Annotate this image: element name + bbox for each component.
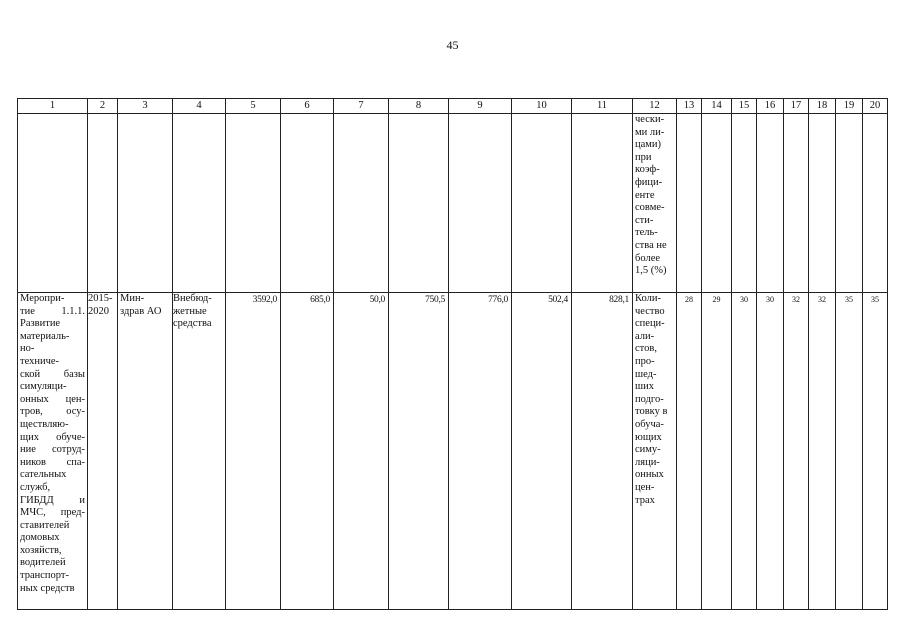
header-cell: 8 <box>389 99 449 114</box>
text-line: ства не <box>635 239 667 251</box>
text-line: сти- <box>635 214 654 226</box>
header-row <box>18 99 888 114</box>
header-cell: 11 <box>572 99 633 114</box>
text-fragment: 1.1.1. <box>61 305 85 317</box>
text-line: ми ли- <box>635 126 665 138</box>
text-line: ших <box>635 381 654 393</box>
target-cell <box>836 293 863 610</box>
text-line <box>20 306 85 319</box>
header-cell: 5 <box>226 99 281 114</box>
text-fragment: сотруд- <box>51 444 85 456</box>
target-value: 32 <box>818 295 826 304</box>
measure-name-cell <box>18 293 88 610</box>
value-cell <box>281 293 334 610</box>
text-fragment: пред- <box>60 507 85 519</box>
table-row <box>18 293 888 610</box>
text-line: 2020 <box>88 305 109 317</box>
target-cell <box>732 293 757 610</box>
text-line: техниче- <box>20 355 60 367</box>
header-cell: 9 <box>449 99 512 114</box>
text-line: 1,5 (%) <box>635 265 667 277</box>
text-fragment: ской <box>20 368 41 380</box>
header-cell: 16 <box>757 99 784 114</box>
target-cell <box>677 293 702 610</box>
header-cell: 2 <box>88 99 118 114</box>
header-cell: 3 <box>118 99 173 114</box>
target-value: 35 <box>871 295 879 304</box>
text-line: специ- <box>635 318 665 330</box>
header-cell: 6 <box>281 99 334 114</box>
text-line: ющих <box>635 431 662 443</box>
text-fragment: ников <box>20 456 47 468</box>
target-value: 32 <box>792 295 800 304</box>
target-cell <box>757 293 784 610</box>
target-cell <box>809 293 836 610</box>
value-year: 685,0 <box>310 295 330 305</box>
header-cell: 19 <box>836 99 863 114</box>
text-line: здрав АО <box>120 305 162 317</box>
value-cell <box>226 293 281 610</box>
text-line: ных средств <box>20 582 75 594</box>
text-line: транспорт- <box>20 570 69 582</box>
text-line: тель- <box>635 227 658 239</box>
target-value: 30 <box>766 295 774 304</box>
text-line: 2015- <box>88 293 113 304</box>
target-value: 30 <box>740 295 748 304</box>
text-line <box>20 394 85 407</box>
text-line: фици- <box>635 176 663 188</box>
header-cell: 20 <box>863 99 888 114</box>
header-cell: 7 <box>334 99 389 114</box>
text-line <box>20 444 85 457</box>
period <box>88 293 117 318</box>
text-line: Развитие <box>20 318 61 330</box>
text-line: жетные <box>173 305 207 317</box>
text-line: коэф- <box>635 164 660 176</box>
text-line <box>20 507 85 520</box>
text-line: Внебюд- <box>173 293 212 304</box>
text-line: цен- <box>635 481 655 493</box>
text-fragment: обуче- <box>56 431 85 443</box>
target-value: 28 <box>685 295 693 304</box>
text-line: ставителей <box>20 519 70 531</box>
value-cell <box>512 293 572 610</box>
text-line: симуляци- <box>20 381 67 393</box>
text-fragment: МЧС, <box>20 507 46 519</box>
text-line: симу- <box>635 444 661 456</box>
text-fragment: и <box>79 494 85 506</box>
text-line: материаль- <box>20 330 70 342</box>
text-line: совме- <box>635 202 665 214</box>
text-line: обуча- <box>635 418 664 430</box>
text-fragment: тров, <box>20 406 43 418</box>
target-value: 35 <box>845 295 853 304</box>
indicator-continuation-cell <box>633 114 677 293</box>
header-cell: 18 <box>809 99 836 114</box>
text-line: более <box>635 252 661 264</box>
text-line: онных <box>635 469 664 481</box>
value-year: 776,0 <box>488 295 508 305</box>
text-line <box>20 432 85 445</box>
text-line <box>20 369 85 382</box>
text-fragment: ние <box>20 444 36 456</box>
text-line: цами) <box>635 139 662 151</box>
value-cell <box>449 293 512 610</box>
header-cell: 15 <box>732 99 757 114</box>
text-line: шед- <box>635 368 657 380</box>
text-fragment: осу- <box>66 406 85 418</box>
text-line: служб, <box>20 481 51 493</box>
header-cell: 17 <box>784 99 809 114</box>
table-row <box>18 114 888 293</box>
text-line: чески- <box>635 114 665 125</box>
text-line <box>20 495 85 508</box>
text-line <box>20 406 85 419</box>
text-fragment: базы <box>63 368 85 380</box>
text-fragment: онных <box>20 393 49 405</box>
indicator-cell <box>633 293 677 610</box>
value-cell <box>389 293 449 610</box>
text-line: енте <box>635 189 655 201</box>
text-line: при <box>635 151 652 163</box>
value-year: 828,1 <box>609 295 629 305</box>
header-cell: 13 <box>677 99 702 114</box>
value-cell <box>334 293 389 610</box>
value-year: 50,0 <box>369 295 385 305</box>
text-line: ществляю- <box>20 418 69 430</box>
text-line: товку в <box>635 406 668 418</box>
text-line: Меропри- <box>20 293 65 304</box>
executor-cell <box>118 293 173 610</box>
funding-source <box>173 293 225 331</box>
text-line: домовых <box>20 532 60 544</box>
target-value: 29 <box>712 295 721 304</box>
value-year: 502,4 <box>548 295 568 305</box>
header-cell: 10 <box>512 99 572 114</box>
text-line: чество <box>635 305 665 317</box>
page-number: 45 <box>446 38 459 52</box>
text-line: сательных <box>20 469 67 481</box>
value-year: 750,5 <box>425 295 445 305</box>
text-line: хозяйств, <box>20 544 62 556</box>
value-total: 3592,0 <box>252 295 277 305</box>
text-fragment: спа- <box>66 456 85 468</box>
target-cell <box>863 293 888 610</box>
target-cell <box>784 293 809 610</box>
text-line: подго- <box>635 393 664 405</box>
header-cell: 14 <box>702 99 732 114</box>
text-fragment: тие <box>20 305 35 317</box>
text-line: стов, <box>635 343 657 355</box>
text-fragment: цен- <box>65 393 85 405</box>
text-line: Коли- <box>635 293 661 304</box>
text-line: ляци- <box>635 456 660 468</box>
executor <box>118 293 172 318</box>
header-cell: 12 <box>633 99 677 114</box>
measure-name <box>18 293 87 595</box>
header-cell: 4 <box>173 99 226 114</box>
indicator-text <box>633 114 676 278</box>
indicator-text <box>633 293 676 507</box>
text-line: али- <box>635 330 655 342</box>
funding-source-cell <box>173 293 226 610</box>
target-cell <box>702 293 732 610</box>
text-line: трах <box>635 494 655 506</box>
value-cell <box>572 293 633 610</box>
text-fragment: щих <box>20 431 39 443</box>
text-line: водителей <box>20 557 66 569</box>
text-line: про- <box>635 355 655 367</box>
text-line: средства <box>173 318 212 330</box>
header-cell: 1 <box>18 99 88 114</box>
text-line <box>20 457 85 470</box>
program-table <box>17 98 888 610</box>
text-line: Мин- <box>120 293 145 304</box>
text-fragment: ГИБДД <box>20 494 54 506</box>
period-cell <box>88 293 118 610</box>
text-line: но- <box>20 343 35 355</box>
